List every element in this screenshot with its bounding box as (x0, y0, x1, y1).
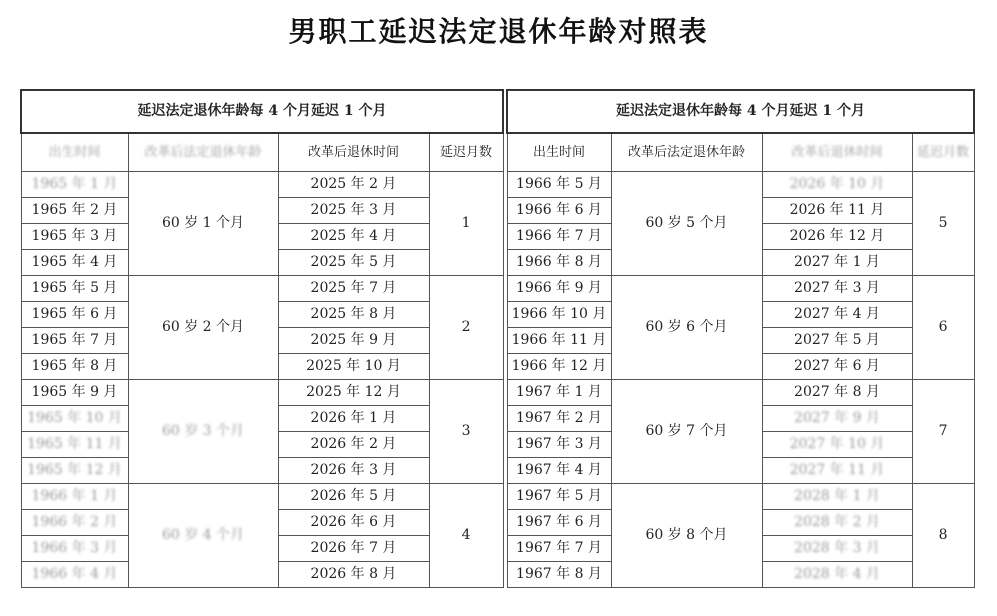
retirement-age-cell: 60 岁 7 个月 (611, 380, 762, 484)
delay-months-cell: 7 (912, 380, 974, 484)
retirement-time-cell: 2025 年 8 月 (278, 302, 429, 328)
retirement-time-cell: 2027 年 1 月 (762, 250, 912, 276)
delay-months-cell: 1 (429, 172, 503, 276)
birth-cell: 1967 年 1 月 (507, 380, 611, 406)
retirement-time-cell: 2027 年 6 月 (762, 354, 912, 380)
page-title: 男职工延迟法定退休年龄对照表 (288, 15, 709, 48)
retirement-time-cell: 2028 年 4 月 (762, 562, 912, 588)
table-row (21, 380, 503, 406)
retirement-time-cell: 2025 年 12 月 (278, 380, 429, 406)
birth-cell: 1965 年 5 月 (21, 276, 128, 302)
retirement-age-cell: 60 岁 2 个月 (128, 276, 278, 380)
retirement-time-cell: 2025 年 5 月 (278, 250, 429, 276)
column-header-retirement-time: 改革后退休时间 (278, 133, 429, 172)
table-row (507, 276, 974, 302)
retirement-time-cell: 2025 年 3 月 (278, 198, 429, 224)
birth-cell: 1967 年 7 月 (507, 536, 611, 562)
birth-cell: 1965 年 4 月 (21, 250, 128, 276)
table-row (507, 484, 974, 510)
retirement-time-cell: 2027 年 10 月 (762, 432, 912, 458)
birth-cell: 1965 年 12 月 (21, 458, 128, 484)
retirement-time-cell: 2025 年 7 月 (278, 276, 429, 302)
retirement-time-cell: 2027 年 3 月 (762, 276, 912, 302)
delay-months-cell: 8 (912, 484, 974, 588)
birth-cell: 1967 年 3 月 (507, 432, 611, 458)
retirement-time-cell: 2026 年 8 月 (278, 562, 429, 588)
birth-cell: 1965 年 7 月 (21, 328, 128, 354)
retirement-time-cell: 2026 年 3 月 (278, 458, 429, 484)
retirement-age-cell: 60 岁 3 个月 (128, 380, 278, 484)
column-header-retirement-age: 改革后法定退休年龄 (611, 133, 762, 172)
retirement-time-cell: 2026 年 5 月 (278, 484, 429, 510)
delay-months-cell: 5 (912, 172, 974, 276)
birth-cell: 1966 年 7 月 (507, 224, 611, 250)
retirement-age-cell: 60 岁 4 个月 (128, 484, 278, 588)
retirement-age-cell: 60 岁 1 个月 (128, 172, 278, 276)
retirement-time-cell: 2027 年 8 月 (762, 380, 912, 406)
birth-cell: 1966 年 8 月 (507, 250, 611, 276)
retirement-time-cell: 2027 年 11 月 (762, 458, 912, 484)
retirement-time-cell: 2027 年 4 月 (762, 302, 912, 328)
birth-cell: 1966 年 6 月 (507, 198, 611, 224)
birth-cell: 1966 年 9 月 (507, 276, 611, 302)
retirement-time-cell: 2026 年 7 月 (278, 536, 429, 562)
retirement-time-cell: 2025 年 9 月 (278, 328, 429, 354)
retirement-age-cell: 60 岁 8 个月 (611, 484, 762, 588)
birth-cell: 1966 年 3 月 (21, 536, 128, 562)
retirement-time-cell: 2028 年 2 月 (762, 510, 912, 536)
delay-months-cell: 2 (429, 276, 503, 380)
column-header-birth: 出生时间 (507, 133, 611, 172)
retirement-time-cell: 2028 年 3 月 (762, 536, 912, 562)
birth-cell: 1966 年 4 月 (21, 562, 128, 588)
birth-cell: 1966 年 2 月 (21, 510, 128, 536)
column-header-delay-months: 延迟月数 (429, 133, 503, 172)
birth-cell: 1967 年 5 月 (507, 484, 611, 510)
birth-cell: 1965 年 9 月 (21, 380, 128, 406)
birth-cell: 1965 年 10 月 (21, 406, 128, 432)
table-row (21, 484, 503, 510)
column-header-retirement-time: 改革后退休时间 (762, 133, 912, 172)
retirement-time-cell: 2025 年 2 月 (278, 172, 429, 198)
birth-cell: 1966 年 1 月 (21, 484, 128, 510)
table-row (507, 380, 974, 406)
retirement-time-cell: 2025 年 4 月 (278, 224, 429, 250)
delay-months-cell: 6 (912, 276, 974, 380)
birth-cell: 1966 年 5 月 (507, 172, 611, 198)
table-row (507, 172, 974, 198)
birth-cell: 1965 年 1 月 (21, 172, 128, 198)
delay-months-cell: 3 (429, 380, 503, 484)
column-header-birth: 出生时间 (21, 133, 128, 172)
retirement-time-cell: 2025 年 10 月 (278, 354, 429, 380)
birth-cell: 1967 年 6 月 (507, 510, 611, 536)
table-row (21, 172, 503, 198)
retirement-age-cell: 60 岁 6 个月 (611, 276, 762, 380)
birth-cell: 1966 年 12 月 (507, 354, 611, 380)
retirement-time-cell: 2026 年 12 月 (762, 224, 912, 250)
birth-cell: 1965 年 11 月 (21, 432, 128, 458)
retirement-time-cell: 2026 年 1 月 (278, 406, 429, 432)
retirement-time-cell: 2026 年 6 月 (278, 510, 429, 536)
right-table (506, 89, 975, 588)
birth-cell: 1965 年 8 月 (21, 354, 128, 380)
birth-cell: 1965 年 2 月 (21, 198, 128, 224)
left-table (20, 89, 504, 588)
delay-months-cell: 4 (429, 484, 503, 588)
right-table-header: 延迟法定退休年龄每 4 个月延迟 1 个月 (507, 90, 974, 133)
birth-cell: 1967 年 4 月 (507, 458, 611, 484)
retirement-time-cell: 2028 年 1 月 (762, 484, 912, 510)
left-table-header: 延迟法定退休年龄每 4 个月延迟 1 个月 (21, 90, 503, 133)
birth-cell: 1965 年 3 月 (21, 224, 128, 250)
retirement-age-cell: 60 岁 5 个月 (611, 172, 762, 276)
retirement-time-cell: 2026 年 10 月 (762, 172, 912, 198)
birth-cell: 1967 年 2 月 (507, 406, 611, 432)
column-header-retirement-age: 改革后法定退休年龄 (128, 133, 278, 172)
retirement-time-cell: 2027 年 9 月 (762, 406, 912, 432)
retirement-time-cell: 2026 年 11 月 (762, 198, 912, 224)
birth-cell: 1967 年 8 月 (507, 562, 611, 588)
birth-cell: 1966 年 10 月 (507, 302, 611, 328)
table-row (21, 276, 503, 302)
retirement-time-cell: 2027 年 5 月 (762, 328, 912, 354)
column-header-delay-months: 延迟月数 (912, 133, 974, 172)
retirement-time-cell: 2026 年 2 月 (278, 432, 429, 458)
birth-cell: 1966 年 11 月 (507, 328, 611, 354)
birth-cell: 1965 年 6 月 (21, 302, 128, 328)
